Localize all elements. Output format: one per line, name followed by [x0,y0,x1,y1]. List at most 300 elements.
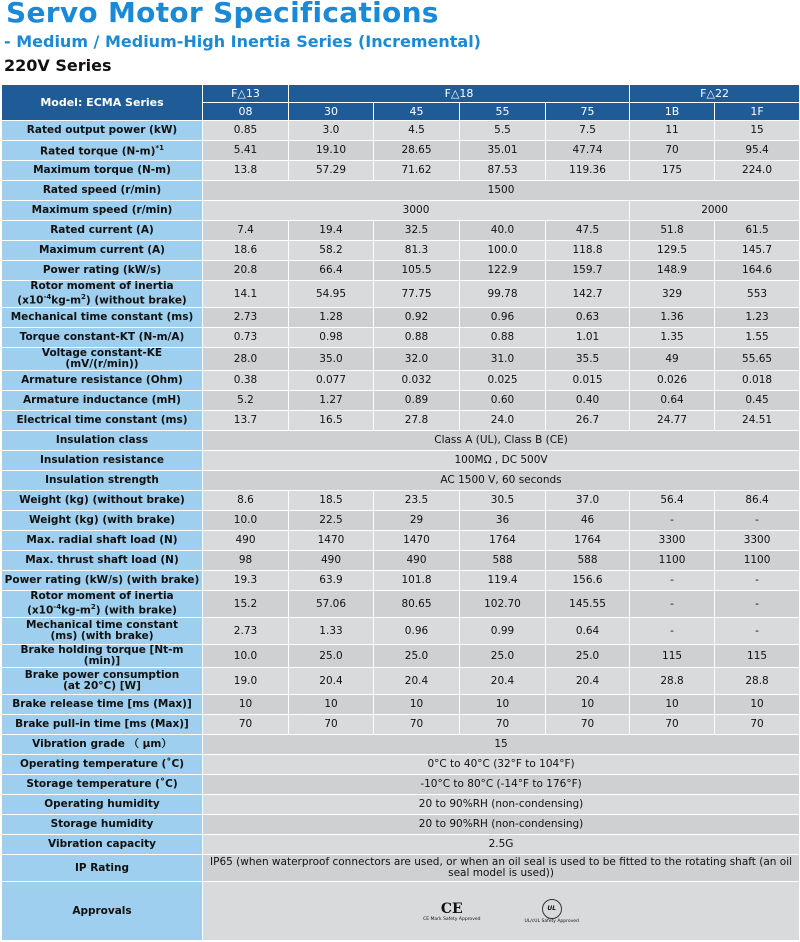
spec-value: 47.5 [546,221,630,241]
ul-mark-icon [542,899,562,919]
row-label [2,411,203,431]
spec-value-span: 3000 [203,201,630,221]
spec-value: 3300 [630,531,715,551]
spec-value: 13.8 [203,161,289,181]
row-label-text: Torque constant-KT (N-m/A) [19,331,185,343]
spec-value: - [715,511,800,531]
spec-value: 87.53 [460,161,546,181]
spec-value: 56.4 [630,491,715,511]
spec-value: - [715,571,800,591]
spec-value: 1764 [460,531,546,551]
row-label-text: Max. radial shaft load (N) [26,534,178,546]
spec-value: 1.35 [630,328,715,348]
spec-value: 2.73 [203,308,289,328]
table-row [2,308,800,328]
row-label-text: Electrical time constant (ms) [16,414,188,426]
spec-value: 129.5 [630,241,715,261]
row-label-text: Brake pull-in time [ms (Max)] [15,718,189,730]
spec-value: 19.10 [289,141,374,161]
row-label-text: IP Rating [74,861,130,874]
table-row [2,775,800,795]
footnote-marker: *1 [155,144,164,153]
spec-value: 54.95 [289,281,374,308]
row-label [2,645,203,668]
table-row [2,618,800,645]
spec-value: 70 [460,715,546,735]
spec-value: 115 [630,645,715,668]
approvals-cell [203,882,800,941]
spec-value: 0.38 [203,371,289,391]
spec-value: 20.4 [546,668,630,695]
row-label-text: Power rating (kW/s) (with brake) [4,574,200,586]
frame-header-22: F△22 [630,85,800,103]
spec-value: 70 [374,715,460,735]
spec-value: 81.3 [374,241,460,261]
spec-value: 49 [630,348,715,371]
spec-value: 28.8 [630,668,715,695]
series-heading: 220V Series [4,56,112,75]
spec-value: 5.5 [460,121,546,141]
row-label [2,668,203,695]
spec-value: 10 [289,695,374,715]
row-label-line2-part: -4 [53,603,62,612]
spec-value: 0.45 [715,391,800,411]
table-row [2,491,800,511]
row-label [2,491,203,511]
spec-value: 1470 [289,531,374,551]
spec-value: 0.98 [289,328,374,348]
spec-value: 80.65 [374,591,460,618]
table-row [2,795,800,815]
row-label-text: Vibration capacity [48,838,156,850]
spec-value: 0.018 [715,371,800,391]
spec-value-span: -10°C to 80°C (-14°F to 176°F) [203,775,800,795]
model-code-1b: 1B [630,103,715,121]
row-label [2,121,203,141]
spec-value: 142.7 [546,281,630,308]
row-label-text: Brake release time [ms (Max)] [12,698,192,710]
spec-value: 28.0 [203,348,289,371]
spec-value: 156.6 [546,571,630,591]
spec-value: 1100 [715,551,800,571]
spec-value: 35.01 [460,141,546,161]
spec-value-span: 0°C to 40°C (32°F to 104°F) [203,755,800,775]
row-label [2,715,203,735]
spec-value: 32.0 [374,348,460,371]
row-label-text: Storage humidity [50,818,154,830]
row-label [2,181,203,201]
ce-mark-icon: CE [440,900,463,917]
spec-value: 27.8 [374,411,460,431]
spec-value: 5.2 [203,391,289,411]
spec-value-span: Class A (UL), Class B (CE) [203,431,800,451]
spec-value: 25.0 [374,645,460,668]
spec-value: 8.6 [203,491,289,511]
spec-value: 14.1 [203,281,289,308]
spec-value: 490 [374,551,460,571]
spec-value: 1.36 [630,308,715,328]
table-row [2,571,800,591]
spec-value: 145.7 [715,241,800,261]
spec-value: 100.0 [460,241,546,261]
row-label [2,775,203,795]
spec-value: 0.63 [546,308,630,328]
spec-value: 30.5 [460,491,546,511]
spec-value: 0.96 [460,308,546,328]
spec-value: - [630,571,715,591]
spec-value: 40.0 [460,221,546,241]
spec-value: 145.55 [546,591,630,618]
spec-value: 18.5 [289,491,374,511]
row-label-text: Maximum torque (N-m) [33,164,171,176]
row-label [2,431,203,451]
spec-value: 61.5 [715,221,800,241]
spec-value: 0.92 [374,308,460,328]
spec-value: 148.9 [630,261,715,281]
spec-value: 98 [203,551,289,571]
spec-value: 19.0 [203,668,289,695]
spec-value: 16.5 [289,411,374,431]
row-label [2,308,203,328]
table-row [2,241,800,261]
spec-value: 77.75 [374,281,460,308]
spec-value: - [715,591,800,618]
table-row [2,391,800,411]
model-code-08: 08 [203,103,289,121]
spec-value: 159.7 [546,261,630,281]
spec-value: 37.0 [546,491,630,511]
table-row [2,855,800,882]
spec-value: 70 [289,715,374,735]
spec-value: 31.0 [460,348,546,371]
row-label [2,511,203,531]
spec-value: 588 [546,551,630,571]
row-label [2,141,203,161]
spec-value: 25.0 [289,645,374,668]
row-label [2,571,203,591]
table-row [2,551,800,571]
spec-value: 10 [460,695,546,715]
row-label-text: Operating humidity [44,798,160,810]
row-label-text: Mechanical time constant (ms) [10,311,194,323]
spec-value: 10 [715,695,800,715]
row-label-text: Rotor moment of inertia [30,280,174,293]
row-label-text: Operating temperature (˚C) [19,758,185,770]
spec-value: 0.025 [460,371,546,391]
spec-table [1,84,800,941]
spec-value: 490 [289,551,374,571]
table-row [2,328,800,348]
spec-value: 15.2 [203,591,289,618]
ul-mark-glyph: UL [547,905,557,912]
spec-value: 0.015 [546,371,630,391]
spec-value: 1100 [630,551,715,571]
spec-value: 86.4 [715,491,800,511]
spec-value: 20.4 [460,668,546,695]
spec-value: 70 [546,715,630,735]
ul-mark-logo [524,899,578,924]
table-row [2,695,800,715]
row-label-text: Vibration grade （ μm） [32,738,172,750]
model-header: Model: ECMA Series [2,85,203,121]
table-row [2,431,800,451]
table-row [2,511,800,531]
spec-value: 102.70 [460,591,546,618]
row-label [2,618,203,645]
row-label-line2-part: (x10 [17,294,44,307]
row-label [2,161,203,181]
table-row [2,645,800,668]
spec-value: 7.5 [546,121,630,141]
spec-value-span: IP65 (when waterproof connectors are used, or when an oil seal is used to be fitted to the rotating shaft (an oil seal model is used)) [203,855,800,882]
spec-value: 0.88 [374,328,460,348]
row-label-line2-part: 2 [81,293,86,302]
spec-value: 25.0 [460,645,546,668]
ce-mark-caption: CE Mark Safety Approved [423,916,481,922]
row-label-text: Brake power consumption [24,669,180,681]
row-label-text: Approvals [72,904,132,917]
spec-value: 51.8 [630,221,715,241]
spec-value: 0.88 [460,328,546,348]
spec-value: 10 [630,695,715,715]
table-row [2,181,800,201]
table-row [2,835,800,855]
table-row [2,261,800,281]
spec-value: - [630,618,715,645]
spec-value: 10.0 [203,645,289,668]
row-label [2,201,203,221]
spec-value: 35.0 [289,348,374,371]
spec-value: 224.0 [715,161,800,181]
spec-value: 118.8 [546,241,630,261]
row-label [2,882,203,941]
row-label-line2-part: ) (without brake) [85,294,187,307]
table-row [2,221,800,241]
table-row [2,815,800,835]
row-label [2,755,203,775]
spec-value-span: 2000 [630,201,800,221]
row-label [2,221,203,241]
spec-value: 35.5 [546,348,630,371]
spec-value: 1.23 [715,308,800,328]
spec-value: 95.4 [715,141,800,161]
spec-value: 26.7 [546,411,630,431]
row-label-text: Insulation strength [45,474,159,486]
spec-value: 20.4 [289,668,374,695]
row-label-text: Weight (kg) (with brake) [29,514,175,526]
spec-value: 5.41 [203,141,289,161]
table-row [2,471,800,491]
spec-value: 0.40 [546,391,630,411]
spec-value: 19.3 [203,571,289,591]
table-row [2,161,800,181]
spec-value-span: 2.5G [203,835,800,855]
model-code-1f: 1F [715,103,800,121]
row-label-text: Rotor moment of inertia [30,590,174,603]
spec-value: 164.6 [715,261,800,281]
row-label-text: Insulation resistance [39,454,165,466]
spec-value: 0.89 [374,391,460,411]
spec-value: 24.51 [715,411,800,431]
table-row [2,668,800,695]
table-row [2,735,800,755]
row-label [2,695,203,715]
spec-value: 175 [630,161,715,181]
spec-value: 1764 [546,531,630,551]
ce-mark-logo [423,901,480,922]
model-code-30: 30 [289,103,374,121]
spec-value: 490 [203,531,289,551]
spec-value-span: AC 1500 V, 60 seconds [203,471,800,491]
spec-value-span: 20 to 90%RH (non-condensing) [203,795,800,815]
row-label-line2-part: kg-m [51,294,82,307]
row-label [2,451,203,471]
frame-header-18: F△18 [289,85,630,103]
model-code-75: 75 [546,103,630,121]
spec-value: 0.64 [546,618,630,645]
row-label [2,348,203,371]
row-label [2,835,203,855]
spec-value: 0.73 [203,328,289,348]
table-row [2,201,800,221]
model-code-45: 45 [374,103,460,121]
row-label-line2: (at 20°C) [W] [63,680,141,692]
spec-value: 25.0 [546,645,630,668]
table-row [2,121,800,141]
spec-value: 10 [374,695,460,715]
row-label-text: Voltage constant-KE (mV/(r/min)) [41,347,163,370]
table-row [2,531,800,551]
spec-value: 3.0 [289,121,374,141]
row-label-text: Rated output power (kW) [26,124,178,136]
spec-value: 1.33 [289,618,374,645]
row-label [2,855,203,882]
spec-value: 10.0 [203,511,289,531]
row-label [2,551,203,571]
spec-value: 24.77 [630,411,715,431]
spec-value: - [630,511,715,531]
table-row [2,882,800,941]
spec-value: 70 [203,715,289,735]
spec-value: 11 [630,121,715,141]
row-label [2,391,203,411]
spec-value: 0.99 [460,618,546,645]
row-label [2,328,203,348]
table-row [2,755,800,775]
spec-value: 1470 [374,531,460,551]
table-row [2,281,800,308]
row-label [2,241,203,261]
row-label-text: Rated torque (N-m) [40,145,156,158]
row-label-text: Mechanical time constant [25,619,179,631]
spec-value: 115 [715,645,800,668]
row-label-line2-part: (x10 [27,604,54,617]
spec-value: 4.5 [374,121,460,141]
spec-value: 119.36 [546,161,630,181]
row-label [2,261,203,281]
spec-value: 66.4 [289,261,374,281]
row-label-text: Insulation class [55,434,149,446]
table-row [2,371,800,391]
row-label [2,795,203,815]
row-label-text: Rated current (A) [50,224,154,236]
row-label-text: Rated speed (r/min) [42,184,162,196]
row-label-line2-part: -4 [43,293,52,302]
spec-value: 0.026 [630,371,715,391]
spec-value: 105.5 [374,261,460,281]
spec-value: 0.032 [374,371,460,391]
spec-value: 0.85 [203,121,289,141]
row-label-line2-part: kg-m [61,604,91,617]
spec-value: 24.0 [460,411,546,431]
spec-value: 29 [374,511,460,531]
spec-value: 1.27 [289,391,374,411]
row-label-line2-part: 2 [90,603,96,612]
spec-value: 36 [460,511,546,531]
row-label-text: Brake holding torque [Nt-m (min)] [20,644,184,667]
spec-value: 28.65 [374,141,460,161]
spec-value: 122.9 [460,261,546,281]
spec-value: 70 [630,715,715,735]
row-label-text: Armature resistance (Ohm) [21,374,183,386]
row-label-text: Weight (kg) (without brake) [19,494,185,506]
spec-value: 20.4 [374,668,460,695]
table-row [2,451,800,471]
spec-value: 46 [546,511,630,531]
spec-value: 0.60 [460,391,546,411]
spec-value: - [630,591,715,618]
spec-value: 71.62 [374,161,460,181]
spec-value: 0.96 [374,618,460,645]
spec-value: 119.4 [460,571,546,591]
spec-value: 2.73 [203,618,289,645]
row-label-line2: (ms) (with brake) [50,630,154,642]
page-title: Servo Motor Specifications [6,0,439,29]
spec-value: 0.077 [289,371,374,391]
spec-value: 588 [460,551,546,571]
row-label [2,531,203,551]
spec-value: 3300 [715,531,800,551]
spec-value: 19.4 [289,221,374,241]
spec-value: 28.8 [715,668,800,695]
spec-value: 57.29 [289,161,374,181]
spec-value: 0.64 [630,391,715,411]
spec-value: 70 [630,141,715,161]
table-row [2,715,800,735]
model-code-55: 55 [460,103,546,121]
spec-table-body [2,121,800,941]
row-label [2,471,203,491]
page-subtitle: - Medium / Medium-High Inertia Series (Incremental) [4,32,481,51]
spec-value-span: 1500 [203,181,800,201]
spec-value: 10 [203,695,289,715]
row-label-text: Maximum current (A) [39,244,165,256]
table-row [2,141,800,161]
spec-value: 58.2 [289,241,374,261]
spec-value: 553 [715,281,800,308]
spec-value: 55.65 [715,348,800,371]
spec-value: 63.9 [289,571,374,591]
table-row [2,411,800,431]
row-label-text: Maximum speed (r/min) [31,204,173,216]
row-label-text: Storage temperature (˚C) [26,778,178,790]
spec-value: 70 [715,715,800,735]
row-label-text: Power rating (kW/s) [42,264,162,276]
row-label-text: Armature inductance (mH) [23,394,181,406]
spec-value: 20.8 [203,261,289,281]
table-row [2,591,800,618]
spec-value: - [715,618,800,645]
